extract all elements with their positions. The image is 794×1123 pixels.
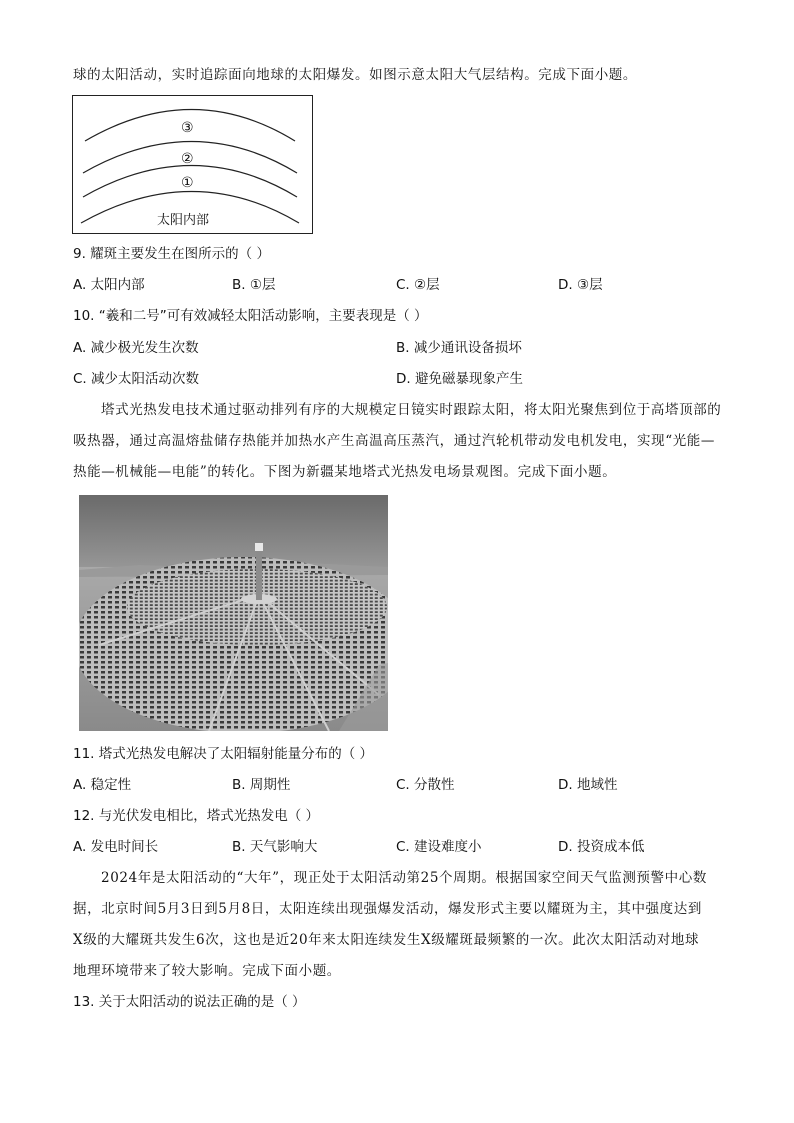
layer-3-label: ③ <box>181 120 194 136</box>
q11-option-c[interactable]: C. 分散性 <box>396 777 455 793</box>
question-12-stem: 12. 与光伏发电相比，塔式光热发电（ ） <box>73 808 320 824</box>
q9-option-a[interactable]: A. 太阳内部 <box>73 277 145 293</box>
q12-option-d[interactable]: D. 投资成本低 <box>558 839 645 855</box>
intro3-line-2: 据，北京时间5月3日到5月8日，太阳连续出现强爆发活动，爆发形式主要以耀斑为主，其中强度达到 <box>73 901 702 917</box>
q9-option-c[interactable]: C. ②层 <box>396 277 440 293</box>
q12-option-c[interactable]: C. 建设难度小 <box>396 839 482 855</box>
q12-option-a[interactable]: A. 发电时间长 <box>73 839 159 855</box>
sun-atmosphere-diagram <box>72 95 313 234</box>
layer-2-label: ② <box>181 151 194 167</box>
intro-text-line: 球的太阳活动，实时追踪面向地球的太阳爆发。如图示意太阳大气层结构。完成下面小题。 <box>73 67 637 83</box>
question-10-stem: 10. “羲和二号”可有效减轻太阳活动影响，主要表现是（ ） <box>73 308 428 324</box>
q11-option-d[interactable]: D. 地域性 <box>558 777 618 793</box>
solar-tower-photo <box>79 495 388 731</box>
q9-option-b[interactable]: B. ①层 <box>232 277 276 293</box>
question-9-stem: 9. 耀斑主要发生在图所示的（ ） <box>73 246 270 262</box>
q11-option-a[interactable]: A. 稳定性 <box>73 777 132 793</box>
question-13-stem: 13. 关于太阳活动的说法正确的是（ ） <box>73 994 306 1010</box>
q10-option-b[interactable]: B. 减少通讯设备损坏 <box>396 340 522 356</box>
question-11-stem: 11. 塔式光热发电解决了太阳辐射能量分布的（ ） <box>73 746 374 762</box>
q9-option-d[interactable]: D. ③层 <box>558 277 603 293</box>
intro3-line-1: 2024年是太阳活动的“大年”，现正处于太阳活动第25个周期。根据国家空间天气监测预警中心数 <box>101 870 707 886</box>
intro2-line-2: 吸热器，通过高温熔盐储存热能并加热水产生高温高压蒸汽，通过汽轮机带动发电机发电，实现“光能— <box>73 433 715 449</box>
sun-interior-label: 太阳内部 <box>157 213 210 228</box>
layer-1-label: ① <box>181 175 194 191</box>
q10-option-d[interactable]: D. 避免磁暴现象产生 <box>396 371 523 387</box>
intro2-line-3: 热能—机械能—电能”的转化。下图为新疆某地塔式光热发电场景观图。完成下面小题。 <box>73 464 617 480</box>
q10-option-a[interactable]: A. 减少极光发生次数 <box>73 340 199 356</box>
q11-option-b[interactable]: B. 周期性 <box>232 777 291 793</box>
intro3-line-4: 地理环境带来了较大影响。完成下面小题。 <box>73 963 341 979</box>
intro2-line-1: 塔式光热发电技术通过驱动排列有序的大规模定日镜实时跟踪太阳，将太阳光聚焦到位于高塔顶部的 <box>101 402 722 418</box>
q12-option-b[interactable]: B. 天气影响大 <box>232 839 318 855</box>
intro3-line-3: X级的大耀斑共发生6次，这也是近20年来太阳连续发生X级耀斑最频繁的一次。此次太阳活动对地球 <box>73 932 700 948</box>
q10-option-c[interactable]: C. 减少太阳活动次数 <box>73 371 200 387</box>
